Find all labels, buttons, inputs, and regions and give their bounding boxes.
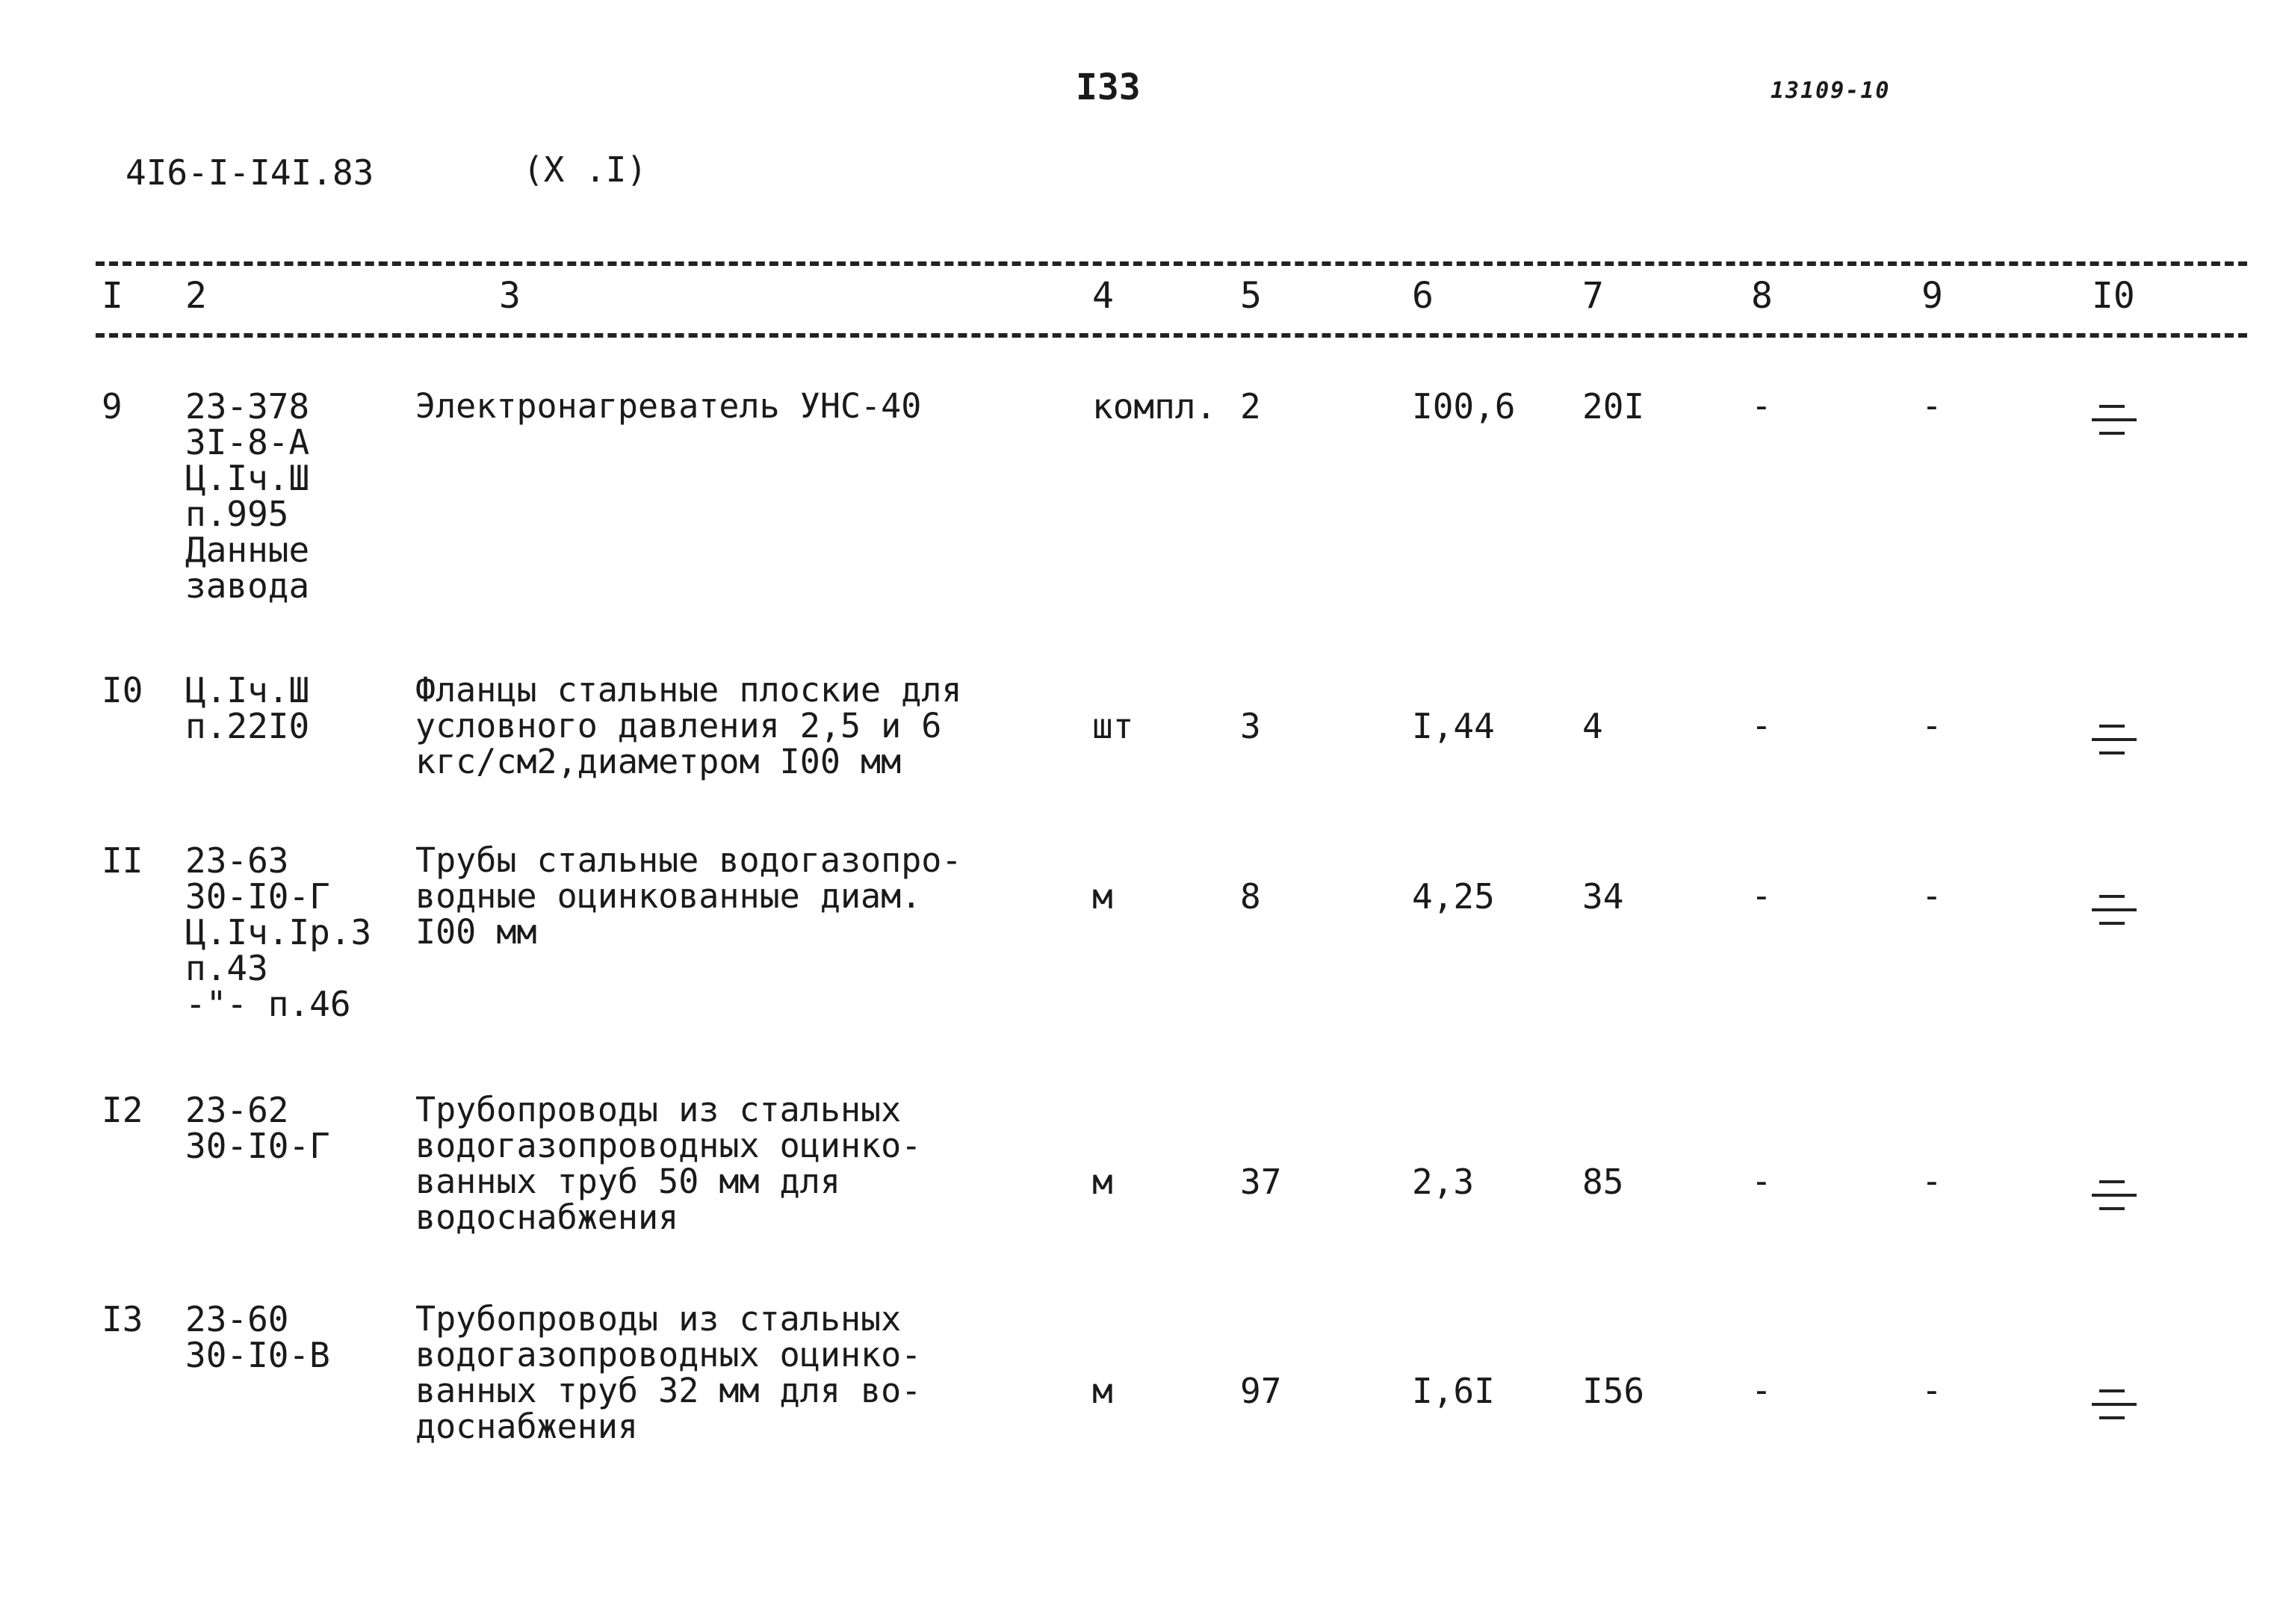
total-cost-cell: 20I	[1582, 386, 1645, 427]
description-line: Трубопроводы из стальных	[415, 1299, 902, 1339]
column-10-mark	[2092, 893, 2140, 928]
column-10-mark	[2092, 403, 2140, 438]
unit-price-cell: I,44	[1412, 706, 1495, 746]
row-number: I0	[102, 670, 143, 710]
unit-cell: м	[1092, 1371, 1113, 1411]
column-number: 4	[1092, 275, 1114, 317]
description-line: Трубопроводы из стальных	[415, 1090, 902, 1129]
quantity-cell: 2	[1240, 386, 1261, 427]
ref-line: Ц.Iч.Iр.3	[185, 912, 372, 952]
unit-cell: м	[1092, 1162, 1113, 1202]
column-8-cell: -	[1751, 705, 1772, 746]
quantity-cell: 3	[1240, 706, 1261, 746]
unit-price-cell: I00,6	[1412, 386, 1516, 427]
unit-cell: шт	[1092, 706, 1134, 746]
document-code: 4I6-I-I4I.83	[126, 152, 374, 193]
ref-line: 30-I0-Г	[185, 876, 330, 917]
quantity-cell: 97	[1240, 1371, 1282, 1411]
column-9-cell: -	[1921, 705, 1942, 746]
column-8-cell: -	[1751, 385, 1772, 426]
ref-line: п.22I0	[185, 706, 310, 746]
ref-line: завода	[185, 565, 310, 606]
column-8-cell: -	[1751, 875, 1772, 916]
document-stamp: 13109-10	[1771, 78, 1891, 104]
ref-line: Ц.Iч.Ш	[185, 458, 310, 498]
row-number: I2	[102, 1090, 143, 1130]
ref-line: п.995	[185, 494, 289, 534]
column-9-cell: -	[1921, 385, 1942, 426]
description-line: кгс/см2,диаметром I00 мм	[415, 742, 902, 781]
page-number: I33	[1076, 66, 1141, 108]
column-10-mark	[2092, 1388, 2140, 1422]
column-number: 7	[1582, 275, 1604, 317]
description-line: Трубы стальные водогазопро-	[415, 840, 962, 880]
column-number: I	[102, 275, 123, 317]
column-number: 5	[1240, 275, 1262, 317]
description-line: водогазопроводных оцинко-	[415, 1335, 922, 1374]
description-line: ванных труб 32 мм для во-	[415, 1371, 922, 1410]
description-line: водоснабжения	[415, 1197, 679, 1237]
ref-line: 30-I0-В	[185, 1335, 330, 1375]
unit-cell: компл.	[1092, 386, 1217, 427]
unit-cell: м	[1092, 876, 1113, 917]
ref-line: -"- п.46	[185, 984, 351, 1024]
section-label: (X .I)	[523, 149, 648, 190]
column-8-cell: -	[1751, 1161, 1772, 1201]
quantity-cell: 37	[1240, 1162, 1282, 1202]
ref-line: 23-378	[185, 386, 310, 427]
column-9-cell: -	[1921, 875, 1942, 916]
total-cost-cell: 4	[1582, 706, 1603, 746]
column-number: 9	[1921, 275, 1943, 317]
ref-line: 30-I0-Г	[185, 1126, 330, 1166]
unit-price-cell: 2,3	[1412, 1162, 1475, 1202]
ref-line: 23-63	[185, 840, 289, 881]
description-line: водогазопроводных оцинко-	[415, 1126, 922, 1165]
unit-price-cell: 4,25	[1412, 876, 1495, 917]
row-number: 9	[102, 386, 123, 427]
total-cost-cell: I56	[1582, 1371, 1645, 1411]
column-10-mark	[2092, 1179, 2140, 1213]
description-line: I00 мм	[415, 912, 537, 952]
description-line: доснабжения	[415, 1407, 639, 1446]
column-number: 2	[185, 275, 207, 317]
ref-line: 3I-8-А	[185, 422, 310, 462]
description-line: условного давления 2,5 и 6	[415, 706, 942, 746]
description-line: ванных труб 50 мм для	[415, 1162, 840, 1201]
column-number: 8	[1751, 275, 1773, 317]
total-cost-cell: 85	[1582, 1162, 1624, 1202]
column-number: 3	[499, 275, 521, 317]
row-number: II	[102, 840, 143, 881]
ref-line: 23-62	[185, 1090, 289, 1130]
column-number: I0	[2092, 275, 2135, 317]
total-cost-cell: 34	[1582, 876, 1624, 917]
column-9-cell: -	[1921, 1370, 1942, 1410]
column-8-cell: -	[1751, 1370, 1772, 1410]
description-line: Фланцы стальные плоские для	[415, 670, 962, 710]
ref-line: п.43	[185, 948, 268, 988]
ref-line: 23-60	[185, 1299, 289, 1339]
description-line: Электронагреватель УНС-40	[415, 386, 922, 426]
table-header-rule	[96, 333, 2247, 338]
unit-price-cell: I,6I	[1412, 1371, 1495, 1411]
ref-line: Ц.Iч.Ш	[185, 670, 310, 710]
table-top-rule	[96, 261, 2247, 266]
row-number: I3	[102, 1299, 143, 1339]
ref-line: Данные	[185, 530, 310, 570]
description-line: водные оцинкованные диам.	[415, 876, 922, 916]
column-10-mark	[2092, 723, 2140, 757]
column-9-cell: -	[1921, 1161, 1942, 1201]
column-number: 6	[1412, 275, 1434, 317]
quantity-cell: 8	[1240, 876, 1261, 917]
